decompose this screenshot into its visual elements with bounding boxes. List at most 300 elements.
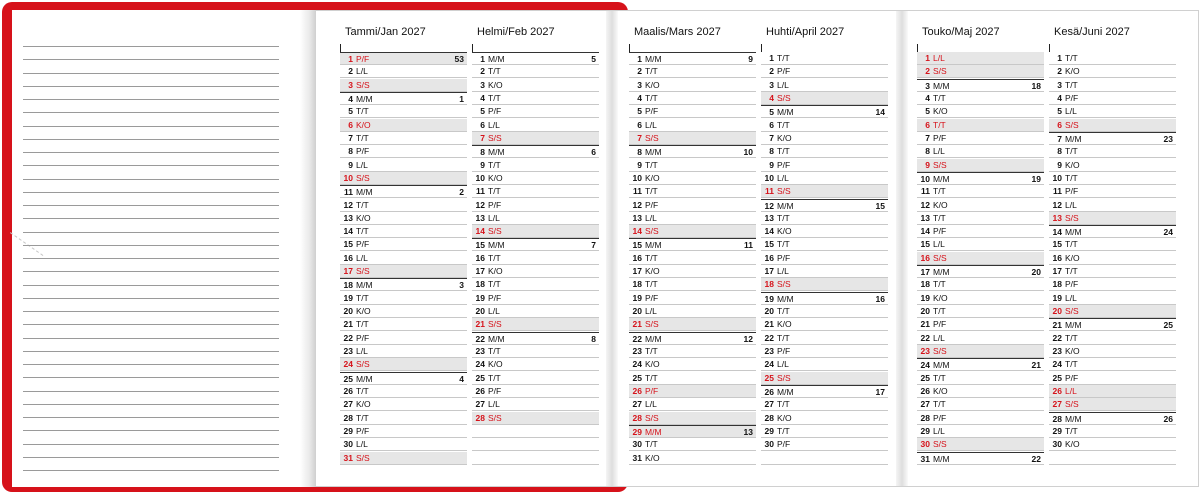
weekday-label: K/O: [933, 199, 948, 210]
weekday-label: T/T: [777, 306, 790, 317]
weekday-label: S/S: [933, 439, 947, 450]
day-row: [340, 145, 467, 158]
weekday-label: P/F: [356, 425, 370, 436]
day-row: [472, 52, 599, 65]
weekday-label: L/L: [777, 266, 789, 277]
day-number: 23: [1052, 346, 1062, 357]
day-number: 9: [769, 159, 774, 170]
weekday-label: P/F: [356, 146, 370, 157]
weekday-label: K/O: [777, 319, 792, 330]
day-number: 21: [343, 319, 353, 330]
day-row: [761, 79, 888, 92]
weekday-label: L/L: [488, 212, 500, 223]
day-row: [761, 159, 888, 172]
day-row: [1049, 79, 1176, 92]
weekday-label: T/T: [933, 306, 946, 317]
weekday-label: S/S: [933, 159, 947, 170]
day-row: [761, 199, 888, 212]
week-number: 13: [743, 426, 753, 437]
day-row: [629, 212, 756, 225]
weekday-label: T/T: [488, 159, 501, 170]
day-row: [761, 332, 888, 345]
weekday-label: S/S: [1065, 119, 1079, 130]
day-number: 22: [764, 332, 774, 343]
day-row: [761, 172, 888, 185]
weekday-label: S/S: [356, 266, 370, 277]
column-rule: [629, 44, 630, 52]
day-number: 15: [475, 240, 485, 251]
day-number: 13: [475, 212, 485, 223]
weekday-label: M/M: [1065, 133, 1082, 144]
day-row: [761, 52, 888, 65]
weekday-label: T/T: [356, 132, 369, 143]
weekday-label: L/L: [488, 306, 500, 317]
day-number: 30: [1052, 439, 1062, 450]
day-row: [917, 199, 1044, 212]
day-number: 10: [475, 172, 485, 183]
day-row: [1049, 225, 1176, 238]
note-line: [23, 46, 279, 47]
day-row: [917, 185, 1044, 198]
weekday-label: T/T: [777, 239, 790, 250]
week-number: 14: [875, 107, 885, 118]
day-row: [472, 79, 599, 92]
day-number: 28: [764, 412, 774, 423]
day-number: 10: [764, 172, 774, 183]
day-row: [1049, 159, 1176, 172]
day-row: [761, 292, 888, 305]
weekday-label: T/T: [356, 226, 369, 237]
weekday-label: S/S: [933, 252, 947, 263]
day-number: 31: [920, 453, 930, 464]
day-row: [340, 318, 467, 331]
day-row: [917, 79, 1044, 92]
day-row: [629, 318, 756, 331]
day-row: [1049, 385, 1176, 398]
weekday-label: T/T: [356, 319, 369, 330]
day-number: 21: [632, 319, 642, 330]
day-row: [917, 452, 1044, 465]
weekday-label: L/L: [933, 239, 945, 250]
note-line: [23, 99, 279, 100]
note-line: [23, 377, 279, 378]
day-row: [340, 105, 467, 118]
day-row: [629, 185, 756, 198]
day-number: 16: [764, 252, 774, 263]
weekday-label: T/T: [645, 372, 658, 383]
day-row: [761, 185, 888, 198]
weekday-label: K/O: [488, 359, 503, 370]
weekday-label: T/T: [356, 412, 369, 423]
note-line: [23, 218, 279, 219]
day-number: 2: [1057, 66, 1062, 77]
day-row: [761, 105, 888, 118]
day-row: [472, 278, 599, 291]
day-number: 11: [921, 186, 930, 197]
day-number: 12: [920, 199, 930, 210]
day-number: 14: [343, 226, 353, 237]
day-row: [629, 199, 756, 212]
weekday-label: L/L: [645, 306, 657, 317]
day-number: 24: [1052, 359, 1062, 370]
day-number: 28: [343, 412, 353, 423]
week-number: 23: [1163, 133, 1173, 144]
day-number: 13: [764, 212, 774, 223]
month-title: Tammi/Jan 2027: [345, 26, 426, 38]
day-row: [629, 332, 756, 345]
day-row: [340, 185, 467, 198]
weekday-label: P/F: [488, 199, 502, 210]
month-title: Helmi/Feb 2027: [477, 26, 555, 38]
day-number: 30: [920, 439, 930, 450]
weekday-label: T/T: [777, 425, 790, 436]
note-line: [23, 285, 279, 286]
empty-row: [1049, 452, 1176, 465]
day-number: 23: [764, 346, 774, 357]
week-number: 12: [743, 333, 753, 344]
day-number: 24: [343, 359, 353, 370]
day-number: 31: [632, 452, 642, 463]
weekday-label: K/O: [356, 212, 371, 223]
day-row: [629, 172, 756, 185]
day-row: [629, 412, 756, 425]
day-row: [340, 332, 467, 345]
day-row: [629, 345, 756, 358]
day-row: [761, 212, 888, 225]
day-row: [472, 65, 599, 78]
day-row: [761, 318, 888, 331]
weekday-label: K/O: [645, 172, 660, 183]
day-row: [472, 185, 599, 198]
day-number: 1: [480, 54, 485, 64]
day-number: 19: [475, 292, 485, 303]
weekday-label: L/L: [356, 252, 368, 263]
day-number: 27: [632, 399, 642, 410]
weekday-label: L/L: [933, 332, 945, 343]
day-row: [1049, 398, 1176, 411]
weekday-label: L/L: [933, 146, 945, 157]
weekday-label: S/S: [356, 172, 370, 183]
weekday-label: K/O: [356, 399, 371, 410]
day-row: [917, 318, 1044, 331]
day-number: 1: [925, 53, 930, 63]
day-number: 2: [348, 66, 353, 77]
day-number: 17: [764, 266, 774, 277]
day-number: 15: [764, 239, 774, 250]
day-row: [629, 398, 756, 411]
day-row: [472, 238, 599, 251]
weekday-label: L/L: [933, 425, 945, 436]
day-number: 29: [632, 426, 642, 437]
day-number: 13: [632, 212, 642, 223]
day-row: [761, 425, 888, 438]
day-number: 6: [925, 119, 930, 130]
day-number: 26: [632, 386, 642, 396]
day-number: 1: [637, 54, 642, 64]
week-number: 1: [459, 93, 464, 104]
weekday-label: M/M: [933, 360, 950, 371]
weekday-label: T/T: [488, 92, 501, 103]
day-number: 7: [769, 132, 774, 143]
note-line: [23, 430, 279, 431]
day-number: 20: [343, 306, 353, 317]
day-number: 22: [1052, 332, 1062, 343]
weekday-label: K/O: [488, 172, 503, 183]
weekday-label: P/F: [777, 66, 791, 77]
note-line: [23, 298, 279, 299]
weekday-label: P/F: [777, 252, 791, 263]
weekday-label: T/T: [777, 119, 790, 130]
day-row: [340, 265, 467, 278]
day-number: 17: [475, 266, 485, 277]
month-title: Maalis/Mars 2027: [634, 26, 721, 38]
day-row: [1049, 172, 1176, 185]
weekday-label: P/F: [645, 106, 659, 117]
weekday-label: M/M: [645, 240, 662, 251]
day-number: 6: [348, 119, 353, 130]
weekday-label: L/L: [1065, 386, 1077, 396]
day-row: [761, 119, 888, 132]
day-row: [761, 65, 888, 78]
book-gutter: [300, 10, 316, 487]
weekday-label: S/S: [1065, 399, 1079, 410]
day-row: [340, 65, 467, 78]
weekday-label: K/O: [645, 452, 660, 463]
day-row: [340, 292, 467, 305]
day-number: 13: [920, 212, 930, 223]
weekday-label: S/S: [777, 279, 791, 290]
day-number: 22: [920, 332, 930, 343]
day-number: 29: [343, 425, 353, 436]
day-number: 20: [632, 306, 642, 317]
day-number: 1: [1057, 53, 1062, 63]
note-line: [23, 245, 279, 246]
day-number: 21: [475, 319, 485, 330]
weekday-label: T/T: [1065, 239, 1078, 250]
day-row: [761, 238, 888, 251]
weekday-label: M/M: [933, 173, 950, 184]
day-row: [340, 398, 467, 411]
day-number: 4: [925, 92, 930, 103]
week-number: 24: [1163, 227, 1173, 238]
note-line: [23, 404, 279, 405]
day-number: 30: [343, 439, 353, 450]
weekday-label: S/S: [645, 412, 659, 423]
day-row: [1049, 132, 1176, 145]
day-row: [340, 52, 467, 65]
weekday-label: T/T: [488, 372, 501, 383]
weekday-label: L/L: [356, 66, 368, 77]
day-row: [1049, 145, 1176, 158]
day-number: 18: [632, 279, 642, 290]
weekday-label: T/T: [645, 252, 658, 263]
column-rule: [917, 44, 918, 52]
weekday-label: M/M: [645, 54, 662, 64]
weekday-label: T/T: [645, 439, 658, 450]
day-row: [472, 385, 599, 398]
day-number: 18: [764, 279, 774, 290]
notes-page: [12, 10, 313, 487]
day-number: 3: [769, 79, 774, 90]
weekday-label: M/M: [933, 453, 950, 464]
day-row: [629, 119, 756, 132]
day-row: [340, 452, 467, 465]
weekday-label: S/S: [933, 346, 947, 357]
day-number: 8: [637, 147, 642, 158]
day-row: [1049, 345, 1176, 358]
weekday-label: M/M: [777, 293, 794, 304]
weekday-label: S/S: [488, 132, 502, 143]
day-row: [761, 385, 888, 398]
weekday-label: M/M: [356, 187, 373, 198]
weekday-label: M/M: [1065, 320, 1082, 331]
day-row: [629, 358, 756, 371]
weekday-label: S/S: [356, 452, 370, 463]
day-number: 26: [475, 386, 485, 396]
weekday-label: K/O: [933, 292, 948, 303]
weekday-label: T/T: [488, 66, 501, 77]
empty-row: [472, 452, 599, 465]
weekday-label: S/S: [1065, 212, 1079, 223]
day-number: 14: [475, 226, 485, 237]
week-number: 20: [1031, 267, 1041, 278]
day-row: [917, 372, 1044, 385]
week-number: 22: [1031, 453, 1041, 464]
day-number: 3: [348, 79, 353, 90]
weekday-label: M/M: [777, 387, 794, 397]
weekday-label: L/L: [645, 399, 657, 410]
weekday-label: M/M: [488, 54, 505, 64]
weekday-label: K/O: [645, 359, 660, 370]
weekday-label: P/F: [933, 319, 947, 330]
day-row: [761, 225, 888, 238]
day-row: [761, 438, 888, 451]
day-number: 3: [637, 79, 642, 90]
weekday-label: K/O: [777, 226, 792, 237]
weekday-label: T/T: [933, 119, 946, 130]
day-number: 23: [475, 346, 485, 357]
note-line: [23, 271, 279, 272]
note-line: [23, 311, 279, 312]
weekday-label: L/L: [488, 119, 500, 130]
day-row: [340, 92, 467, 105]
weekday-label: K/O: [1065, 439, 1080, 450]
day-number: 27: [920, 399, 930, 410]
day-row: [340, 425, 467, 438]
weekday-label: P/F: [933, 412, 947, 423]
day-row: [472, 119, 599, 132]
week-number: 6: [591, 147, 596, 158]
weekday-label: K/O: [1065, 159, 1080, 170]
day-row: [629, 79, 756, 92]
day-number: 26: [343, 386, 353, 396]
day-row: [917, 225, 1044, 238]
weekday-label: T/T: [645, 92, 658, 103]
day-number: 19: [920, 292, 930, 303]
week-number: 17: [875, 387, 885, 397]
weekday-label: L/L: [488, 399, 500, 410]
weekday-label: P/F: [645, 199, 659, 210]
day-row: [629, 145, 756, 158]
weekday-label: K/O: [933, 386, 948, 396]
weekday-label: K/O: [777, 132, 792, 143]
day-row: [761, 132, 888, 145]
day-number: 9: [925, 159, 930, 170]
day-number: 7: [480, 132, 485, 143]
day-row: [917, 145, 1044, 158]
day-row: [472, 105, 599, 118]
weekday-label: T/T: [933, 399, 946, 410]
day-number: 1: [769, 53, 774, 63]
day-row: [917, 265, 1044, 278]
weekday-label: P/F: [356, 332, 370, 343]
weekday-label: T/T: [645, 186, 658, 197]
day-row: [340, 172, 467, 185]
day-row: [472, 172, 599, 185]
day-row: [1049, 238, 1176, 251]
day-number: 25: [920, 372, 930, 383]
weekday-label: L/L: [356, 439, 368, 450]
day-number: 27: [475, 399, 485, 410]
weekday-label: L/L: [356, 346, 368, 357]
day-row: [472, 265, 599, 278]
week-number: 4: [459, 373, 464, 384]
note-line: [23, 364, 279, 365]
day-row: [917, 212, 1044, 225]
week-number: 19: [1031, 173, 1041, 184]
weekday-label: K/O: [356, 306, 371, 317]
day-number: 8: [1057, 146, 1062, 157]
weekday-label: P/F: [488, 106, 502, 117]
day-row: [917, 425, 1044, 438]
weekday-label: P/F: [356, 239, 370, 250]
weekday-label: S/S: [645, 132, 659, 143]
weekday-label: T/T: [933, 92, 946, 103]
day-row: [629, 132, 756, 145]
weekday-label: T/T: [777, 332, 790, 343]
day-number: 12: [764, 200, 774, 211]
weekday-label: M/M: [777, 107, 794, 118]
weekday-label: M/M: [356, 93, 373, 104]
day-number: 9: [637, 159, 642, 170]
day-number: 29: [764, 425, 774, 436]
day-row: [917, 438, 1044, 451]
day-row: [917, 92, 1044, 105]
column-rule: [340, 44, 341, 52]
day-row: [917, 292, 1044, 305]
month-title: Touko/Maj 2027: [922, 26, 1000, 38]
weekday-label: S/S: [777, 92, 791, 103]
day-row: [1049, 292, 1176, 305]
week-number: 3: [459, 280, 464, 291]
note-line: [23, 470, 279, 471]
empty-row: [761, 452, 888, 465]
weekday-label: S/S: [488, 412, 502, 423]
day-row: [761, 305, 888, 318]
day-number: 10: [632, 172, 642, 183]
day-number: 19: [764, 293, 774, 304]
day-number: 19: [632, 292, 642, 303]
day-number: 5: [480, 106, 485, 117]
day-row: [629, 372, 756, 385]
day-number: 12: [1052, 199, 1062, 210]
day-number: 24: [764, 359, 774, 370]
weekday-label: T/T: [933, 279, 946, 290]
weekday-label: M/M: [645, 147, 662, 158]
day-row: [917, 119, 1044, 132]
weekday-label: L/L: [1065, 292, 1077, 303]
day-number: 25: [1052, 372, 1062, 383]
